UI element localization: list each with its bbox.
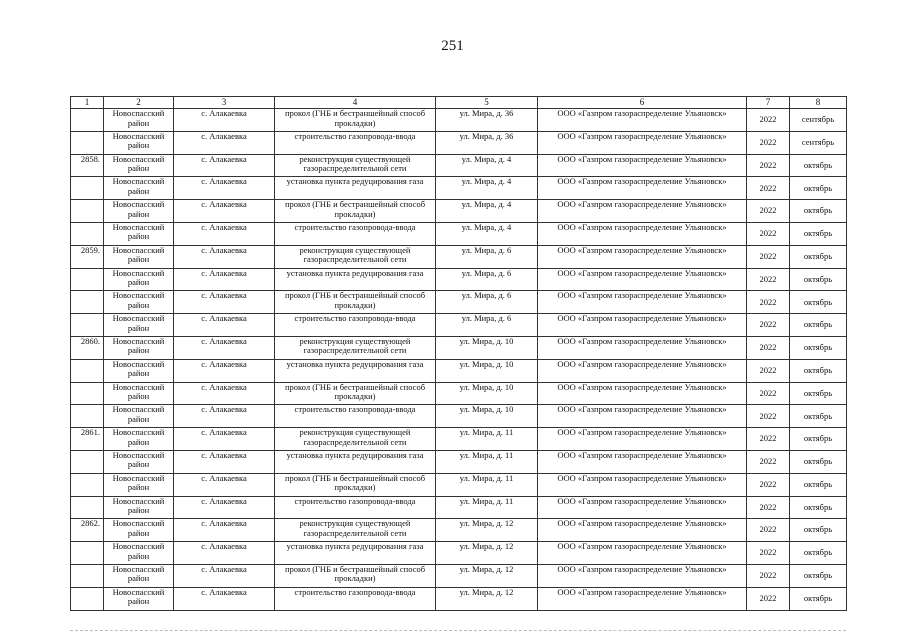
cell-address: ул. Мира, д. 36 xyxy=(436,109,538,132)
cell-number xyxy=(71,542,104,565)
cell-month: сентябрь xyxy=(790,109,847,132)
cell-work-type: реконструкция существующей газораспределительной сети xyxy=(275,428,436,451)
cell-organization: ООО «Газпром газораспределение Ульяновск» xyxy=(538,496,747,519)
cell-organization: ООО «Газпром газораспределение Ульяновск» xyxy=(538,131,747,154)
cell-village: с. Алакаевка xyxy=(174,291,275,314)
scan-footer-line xyxy=(70,630,846,631)
cell-work-type: реконструкция существующей газораспределительной сети xyxy=(275,245,436,268)
cell-address: ул. Мира, д. 6 xyxy=(436,291,538,314)
gas-works-table xyxy=(70,96,847,611)
cell-year: 2022 xyxy=(747,519,790,542)
cell-village: с. Алакаевка xyxy=(174,268,275,291)
cell-year: 2022 xyxy=(747,382,790,405)
cell-organization: ООО «Газпром газораспределение Ульяновск» xyxy=(538,222,747,245)
cell-district: Новоспасский район xyxy=(104,291,174,314)
cell-work-type: реконструкция существующей газораспределительной сети xyxy=(275,336,436,359)
cell-number: 2859. xyxy=(71,245,104,268)
cell-month: октябрь xyxy=(790,314,847,337)
col-header-2: 2 xyxy=(104,97,174,109)
table-row xyxy=(71,200,847,223)
table-row xyxy=(71,291,847,314)
cell-address: ул. Мира, д. 10 xyxy=(436,405,538,428)
cell-work-type: установка пункта редуцирования газа xyxy=(275,450,436,473)
cell-month: октябрь xyxy=(790,542,847,565)
cell-number xyxy=(71,359,104,382)
cell-organization: ООО «Газпром газораспределение Ульяновск» xyxy=(538,291,747,314)
cell-district: Новоспасский район xyxy=(104,450,174,473)
cell-number xyxy=(71,496,104,519)
cell-month: октябрь xyxy=(790,405,847,428)
cell-district: Новоспасский район xyxy=(104,382,174,405)
cell-year: 2022 xyxy=(747,131,790,154)
cell-number xyxy=(71,587,104,610)
cell-month: октябрь xyxy=(790,222,847,245)
cell-month: октябрь xyxy=(790,336,847,359)
cell-year: 2022 xyxy=(747,428,790,451)
cell-year: 2022 xyxy=(747,222,790,245)
col-header-6: 6 xyxy=(538,97,747,109)
cell-organization: ООО «Газпром газораспределение Ульяновск» xyxy=(538,268,747,291)
cell-district: Новоспасский район xyxy=(104,496,174,519)
cell-number: 2858. xyxy=(71,154,104,177)
table-body xyxy=(71,109,847,611)
cell-address: ул. Мира, д. 6 xyxy=(436,314,538,337)
cell-month: октябрь xyxy=(790,154,847,177)
table-row xyxy=(71,245,847,268)
cell-year: 2022 xyxy=(747,450,790,473)
cell-work-type: установка пункта редуцирования газа xyxy=(275,268,436,291)
col-header-7: 7 xyxy=(747,97,790,109)
cell-district: Новоспасский район xyxy=(104,200,174,223)
table-row xyxy=(71,359,847,382)
cell-organization: ООО «Газпром газораспределение Ульяновск» xyxy=(538,428,747,451)
cell-organization: ООО «Газпром газораспределение Ульяновск» xyxy=(538,314,747,337)
cell-district: Новоспасский район xyxy=(104,314,174,337)
cell-year: 2022 xyxy=(747,336,790,359)
table-row xyxy=(71,564,847,587)
cell-district: Новоспасский район xyxy=(104,405,174,428)
cell-district: Новоспасский район xyxy=(104,336,174,359)
cell-year: 2022 xyxy=(747,109,790,132)
cell-address: ул. Мира, д. 4 xyxy=(436,222,538,245)
page-number: 251 xyxy=(441,38,464,54)
cell-village: с. Алакаевка xyxy=(174,450,275,473)
cell-month: октябрь xyxy=(790,359,847,382)
cell-village: с. Алакаевка xyxy=(174,314,275,337)
cell-work-type: прокол (ГНБ и бестраншейный способ прокладки) xyxy=(275,564,436,587)
table-row xyxy=(71,177,847,200)
cell-year: 2022 xyxy=(747,542,790,565)
cell-number xyxy=(71,222,104,245)
cell-village: с. Алакаевка xyxy=(174,109,275,132)
cell-year: 2022 xyxy=(747,154,790,177)
cell-village: с. Алакаевка xyxy=(174,177,275,200)
cell-year: 2022 xyxy=(747,587,790,610)
cell-work-type: установка пункта редуцирования газа xyxy=(275,177,436,200)
cell-year: 2022 xyxy=(747,177,790,200)
cell-organization: ООО «Газпром газораспределение Ульяновск» xyxy=(538,473,747,496)
cell-district: Новоспасский район xyxy=(104,177,174,200)
cell-work-type: реконструкция существующей газораспределительной сети xyxy=(275,154,436,177)
table-row xyxy=(71,496,847,519)
cell-district: Новоспасский район xyxy=(104,519,174,542)
cell-organization: ООО «Газпром газораспределение Ульяновск» xyxy=(538,109,747,132)
cell-month: октябрь xyxy=(790,496,847,519)
cell-organization: ООО «Газпром газораспределение Ульяновск» xyxy=(538,519,747,542)
cell-number: 2860. xyxy=(71,336,104,359)
cell-month: октябрь xyxy=(790,473,847,496)
cell-work-type: прокол (ГНБ и бестраншейный способ прокладки) xyxy=(275,473,436,496)
cell-village: с. Алакаевка xyxy=(174,496,275,519)
col-header-8: 8 xyxy=(790,97,847,109)
table-row xyxy=(71,109,847,132)
cell-organization: ООО «Газпром газораспределение Ульяновск» xyxy=(538,154,747,177)
cell-number: 2861. xyxy=(71,428,104,451)
cell-organization: ООО «Газпром газораспределение Ульяновск» xyxy=(538,200,747,223)
cell-number xyxy=(71,450,104,473)
cell-district: Новоспасский район xyxy=(104,268,174,291)
cell-year: 2022 xyxy=(747,405,790,428)
cell-address: ул. Мира, д. 4 xyxy=(436,200,538,223)
cell-year: 2022 xyxy=(747,314,790,337)
table-row xyxy=(71,542,847,565)
cell-work-type: строительство газопровода-ввода xyxy=(275,587,436,610)
cell-work-type: прокол (ГНБ и бестраншейный способ прокладки) xyxy=(275,291,436,314)
cell-district: Новоспасский район xyxy=(104,245,174,268)
col-header-4: 4 xyxy=(275,97,436,109)
cell-year: 2022 xyxy=(747,359,790,382)
cell-month: октябрь xyxy=(790,428,847,451)
cell-work-type: реконструкция существующей газораспределительной сети xyxy=(275,519,436,542)
cell-organization: ООО «Газпром газораспределение Ульяновск» xyxy=(538,359,747,382)
col-header-3: 3 xyxy=(174,97,275,109)
cell-work-type: установка пункта редуцирования газа xyxy=(275,542,436,565)
cell-year: 2022 xyxy=(747,291,790,314)
cell-year: 2022 xyxy=(747,496,790,519)
cell-organization: ООО «Газпром газораспределение Ульяновск» xyxy=(538,405,747,428)
cell-address: ул. Мира, д. 10 xyxy=(436,382,538,405)
cell-work-type: прокол (ГНБ и бестраншейный способ прокладки) xyxy=(275,109,436,132)
cell-number xyxy=(71,200,104,223)
cell-number xyxy=(71,177,104,200)
cell-organization: ООО «Газпром газораспределение Ульяновск» xyxy=(538,245,747,268)
cell-number xyxy=(71,405,104,428)
cell-organization: ООО «Газпром газораспределение Ульяновск» xyxy=(538,450,747,473)
table-row xyxy=(71,268,847,291)
col-header-1: 1 xyxy=(71,97,104,109)
table-row xyxy=(71,473,847,496)
cell-month: октябрь xyxy=(790,450,847,473)
cell-village: с. Алакаевка xyxy=(174,245,275,268)
table-row xyxy=(71,154,847,177)
cell-address: ул. Мира, д. 11 xyxy=(436,473,538,496)
cell-address: ул. Мира, д. 12 xyxy=(436,587,538,610)
cell-district: Новоспасский район xyxy=(104,473,174,496)
cell-district: Новоспасский район xyxy=(104,359,174,382)
cell-village: с. Алакаевка xyxy=(174,222,275,245)
cell-year: 2022 xyxy=(747,245,790,268)
table-row xyxy=(71,382,847,405)
table-row xyxy=(71,587,847,610)
cell-district: Новоспасский район xyxy=(104,587,174,610)
cell-month: октябрь xyxy=(790,519,847,542)
cell-address: ул. Мира, д. 6 xyxy=(436,245,538,268)
cell-number xyxy=(71,268,104,291)
header-row xyxy=(71,97,847,109)
cell-number xyxy=(71,564,104,587)
cell-month: октябрь xyxy=(790,268,847,291)
cell-address: ул. Мира, д. 12 xyxy=(436,519,538,542)
cell-year: 2022 xyxy=(747,268,790,291)
table-row xyxy=(71,428,847,451)
cell-village: с. Алакаевка xyxy=(174,382,275,405)
cell-village: с. Алакаевка xyxy=(174,336,275,359)
cell-month: октябрь xyxy=(790,382,847,405)
cell-month: октябрь xyxy=(790,177,847,200)
table-row xyxy=(71,450,847,473)
cell-village: с. Алакаевка xyxy=(174,542,275,565)
cell-month: октябрь xyxy=(790,564,847,587)
cell-work-type: строительство газопровода-ввода xyxy=(275,496,436,519)
cell-address: ул. Мира, д. 11 xyxy=(436,450,538,473)
cell-work-type: прокол (ГНБ и бестраншейный способ прокладки) xyxy=(275,382,436,405)
cell-work-type: прокол (ГНБ и бестраншейный способ прокладки) xyxy=(275,200,436,223)
cell-number xyxy=(71,131,104,154)
cell-work-type: строительство газопровода-ввода xyxy=(275,314,436,337)
cell-number: 2862. xyxy=(71,519,104,542)
cell-district: Новоспасский район xyxy=(104,131,174,154)
cell-address: ул. Мира, д. 36 xyxy=(436,131,538,154)
cell-address: ул. Мира, д. 6 xyxy=(436,268,538,291)
table-row xyxy=(71,336,847,359)
cell-organization: ООО «Газпром газораспределение Ульяновск» xyxy=(538,382,747,405)
cell-year: 2022 xyxy=(747,564,790,587)
cell-village: с. Алакаевка xyxy=(174,359,275,382)
cell-number xyxy=(71,473,104,496)
cell-organization: ООО «Газпром газораспределение Ульяновск» xyxy=(538,587,747,610)
cell-district: Новоспасский район xyxy=(104,154,174,177)
cell-village: с. Алакаевка xyxy=(174,587,275,610)
cell-address: ул. Мира, д. 4 xyxy=(436,177,538,200)
cell-village: с. Алакаевка xyxy=(174,564,275,587)
cell-number xyxy=(71,382,104,405)
cell-month: октябрь xyxy=(790,587,847,610)
cell-organization: ООО «Газпром газораспределение Ульяновск» xyxy=(538,564,747,587)
cell-year: 2022 xyxy=(747,473,790,496)
cell-village: с. Алакаевка xyxy=(174,519,275,542)
cell-month: октябрь xyxy=(790,200,847,223)
cell-address: ул. Мира, д. 11 xyxy=(436,428,538,451)
cell-work-type: строительство газопровода-ввода xyxy=(275,131,436,154)
cell-district: Новоспасский район xyxy=(104,222,174,245)
cell-district: Новоспасский район xyxy=(104,109,174,132)
cell-village: с. Алакаевка xyxy=(174,473,275,496)
table-row xyxy=(71,222,847,245)
cell-year: 2022 xyxy=(747,200,790,223)
cell-district: Новоспасский район xyxy=(104,564,174,587)
cell-village: с. Алакаевка xyxy=(174,131,275,154)
cell-district: Новоспасский район xyxy=(104,542,174,565)
cell-address: ул. Мира, д. 10 xyxy=(436,359,538,382)
cell-village: с. Алакаевка xyxy=(174,154,275,177)
cell-village: с. Алакаевка xyxy=(174,405,275,428)
table-row xyxy=(71,405,847,428)
cell-organization: ООО «Газпром газораспределение Ульяновск» xyxy=(538,336,747,359)
cell-address: ул. Мира, д. 4 xyxy=(436,154,538,177)
cell-number xyxy=(71,314,104,337)
cell-month: сентябрь xyxy=(790,131,847,154)
cell-organization: ООО «Газпром газораспределение Ульяновск» xyxy=(538,542,747,565)
cell-month: октябрь xyxy=(790,291,847,314)
cell-work-type: установка пункта редуцирования газа xyxy=(275,359,436,382)
table-row xyxy=(71,131,847,154)
cell-work-type: строительство газопровода-ввода xyxy=(275,222,436,245)
cell-address: ул. Мира, д. 11 xyxy=(436,496,538,519)
cell-village: с. Алакаевка xyxy=(174,200,275,223)
cell-month: октябрь xyxy=(790,245,847,268)
cell-district: Новоспасский район xyxy=(104,428,174,451)
cell-village: с. Алакаевка xyxy=(174,428,275,451)
cell-number xyxy=(71,109,104,132)
cell-number xyxy=(71,291,104,314)
cell-organization: ООО «Газпром газораспределение Ульяновск» xyxy=(538,177,747,200)
cell-work-type: строительство газопровода-ввода xyxy=(275,405,436,428)
cell-address: ул. Мира, д. 12 xyxy=(436,542,538,565)
cell-address: ул. Мира, д. 10 xyxy=(436,336,538,359)
table-row xyxy=(71,314,847,337)
table-row xyxy=(71,519,847,542)
cell-address: ул. Мира, д. 12 xyxy=(436,564,538,587)
col-header-5: 5 xyxy=(436,97,538,109)
